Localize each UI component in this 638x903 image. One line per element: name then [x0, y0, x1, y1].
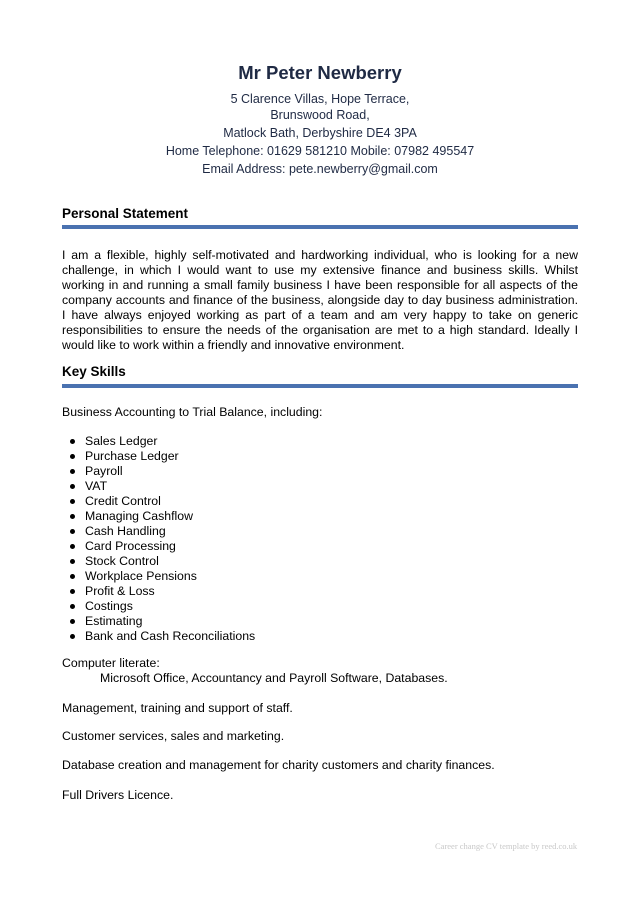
bullet-icon	[70, 514, 75, 519]
drivers-licence: Full Drivers Licence.	[62, 788, 174, 802]
phone-numbers: Home Telephone: 01629 581210 Mobile: 07982 495547	[165, 144, 475, 158]
address-line-1: 5 Clarence Villas, Hope Terrace,	[230, 92, 410, 106]
skills-intro: Business Accounting to Trial Balance, including:	[62, 405, 323, 419]
list-item: Stock Control	[62, 554, 255, 569]
bullet-icon	[70, 619, 75, 624]
bullet-icon	[70, 469, 75, 474]
candidate-name: Mr Peter Newberry	[238, 62, 402, 83]
customer-skill: Customer services, sales and marketing.	[62, 729, 285, 743]
section-divider	[62, 384, 578, 388]
bullet-icon	[70, 499, 75, 504]
list-item: Workplace Pensions	[62, 569, 255, 584]
bullet-icon	[70, 529, 75, 534]
bullet-icon	[70, 574, 75, 579]
list-item: VAT	[62, 479, 255, 494]
list-item: Cash Handling	[62, 524, 255, 539]
computer-literate-detail: Microsoft Office, Accountancy and Payroll Software, Databases.	[100, 671, 448, 685]
database-skill: Database creation and management for charity customers and charity finances.	[62, 758, 495, 772]
list-item: Bank and Cash Reconciliations	[62, 629, 255, 644]
key-skills-heading: Key Skills	[62, 364, 126, 379]
computer-literate-label: Computer literate:	[62, 656, 160, 670]
section-divider	[62, 225, 578, 229]
list-item: Estimating	[62, 614, 255, 629]
list-item: Payroll	[62, 464, 255, 479]
list-item: Costings	[62, 599, 255, 614]
list-item: Purchase Ledger	[62, 449, 255, 464]
footer-credit: Career change CV template by reed.co.uk	[435, 841, 578, 851]
address-line-2: Brunswood Road,	[270, 108, 370, 122]
bullet-icon	[70, 544, 75, 549]
bullet-icon	[70, 454, 75, 459]
bullet-icon	[70, 559, 75, 564]
personal-statement-heading: Personal Statement	[62, 206, 189, 221]
bullet-icon	[70, 634, 75, 639]
personal-statement-text: I am a flexible, highly self-motivated and hardworking individual, who is looking for a new challenge, in which I would want to use my extensive finance and business skills. Whilst working in and running a small family business I have been responsible for all aspects of the company accounts and finance of the business, alongside day to day business administration. I have always enjoyed working as part of a team and am very happy to take on generic responsibilities to ensure the needs of the organisation are met to a high standard. Ideally I would like to work within a friendly and innovative environment.	[62, 248, 578, 352]
email-address: Email Address: pete.newberry@gmail.com	[202, 162, 438, 176]
skills-list	[62, 434, 255, 644]
bullet-icon	[70, 439, 75, 444]
bullet-icon	[70, 589, 75, 594]
management-skill: Management, training and support of staff.	[62, 701, 293, 715]
address-line-3: Matlock Bath, Derbyshire DE4 3PA	[223, 126, 417, 140]
list-item: Card Processing	[62, 539, 255, 554]
list-item: Credit Control	[62, 494, 255, 509]
bullet-icon	[70, 484, 75, 489]
list-item: Profit & Loss	[62, 584, 255, 599]
list-item: Sales Ledger	[62, 434, 255, 449]
list-item: Managing Cashflow	[62, 509, 255, 524]
bullet-icon	[70, 604, 75, 609]
